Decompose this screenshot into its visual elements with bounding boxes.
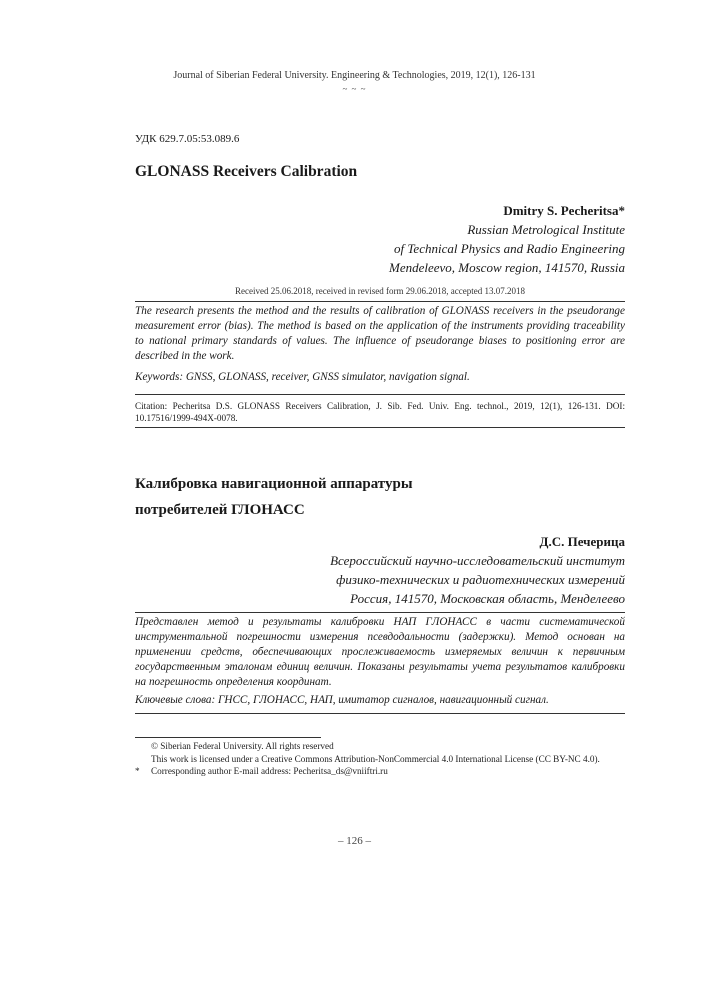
author-name-russian: Д.С. Печерица: [539, 534, 625, 549]
keywords-russian: Ключевые слова: ГНСС, ГЛОНАСС, НАП, имитатор сигналов, навигационный сигнал.: [135, 694, 549, 706]
affiliation-line: Mendeleevo, Moscow region, 141570, Russia: [389, 260, 625, 275]
abstract-english: The research presents the method and the results of calibration of GLONASS receivers in the pseudorange measurement error (bias). The method is based on the application of the instruments providing traceability to national primary standards of values. The influence of pseudorange biases to positioning error are described in the work.: [135, 305, 625, 362]
author-block-english: [389, 201, 625, 277]
affiliation-line: физико-технических и радиотехнических измерений: [336, 572, 625, 587]
affiliation-line: of Technical Physics and Radio Engineering: [394, 241, 625, 256]
footnote-mark: *: [135, 766, 140, 776]
udk-code: УДК 629.7.05:53.089.6: [135, 133, 240, 145]
received-dates: Received 25.06.2018, received in revised form 29.06.2018, accepted 13.07.2018: [235, 286, 525, 296]
affiliation-line: Россия, 141570, Московская область, Менделеево: [350, 591, 625, 606]
article-title-english: GLONASS Receivers Calibration: [135, 163, 358, 180]
footnote-copyright: © Siberian Federal University. All rights reserved: [151, 741, 334, 751]
footnote-corresponding: [135, 765, 635, 778]
corresponding-email: Corresponding author E-mail address: Pecheritsa_ds@vniiftri.ru: [151, 766, 388, 776]
footnotes: [135, 740, 635, 778]
title-line: Калибровка навигационной аппаратуры: [135, 476, 413, 492]
author-block-russian: [330, 532, 625, 608]
divider: [135, 713, 625, 714]
abstract-russian: Представлен метод и результаты калибровки НАП ГЛОНАСС в части систематической инструментальной погрешности измерения псевдодальности (задержки). Метод основан на применении средств, обеспечивающих прослеживаемость измеряемых величин к первичным государственным эталонам единиц величин. Показаны результаты учета результатов калибровки на погрешность определения координат.: [135, 616, 625, 688]
citation: Citation: Pecheritsa D.S. GLONASS Receivers Calibration, J. Sib. Fed. Univ. Eng. technol., 2019, 12(1), 126-131. DOI: 10.17516/1999-494X-0078.: [135, 401, 625, 423]
author-name-english: Dmitry S. Pecheritsa*: [503, 203, 625, 218]
running-head-ornament: ~ ~ ~: [342, 84, 367, 94]
keywords-english: Keywords: GNSS, GLONASS, receiver, GNSS simulator, navigation signal.: [135, 371, 470, 383]
divider: [135, 394, 625, 395]
footnote-divider: [135, 737, 321, 738]
affiliation-line: Всероссийский научно-исследовательский институт: [330, 553, 625, 568]
footnote-license: This work is licensed under a Creative Commons Attribution-NonCommercial 4.0 International License (CC BY-NC 4.0).: [151, 753, 600, 764]
divider: [135, 427, 625, 428]
article-title-russian: [135, 471, 413, 523]
title-line: потребителей ГЛОНАСС: [135, 502, 305, 518]
divider: [135, 301, 625, 302]
page-number: – 126 –: [338, 835, 371, 847]
running-head: Journal of Siberian Federal University. Engineering & Technologies, 2019, 12(1), 126-131: [173, 70, 536, 81]
affiliation-line: Russian Metrological Institute: [467, 222, 625, 237]
divider: [135, 612, 625, 613]
